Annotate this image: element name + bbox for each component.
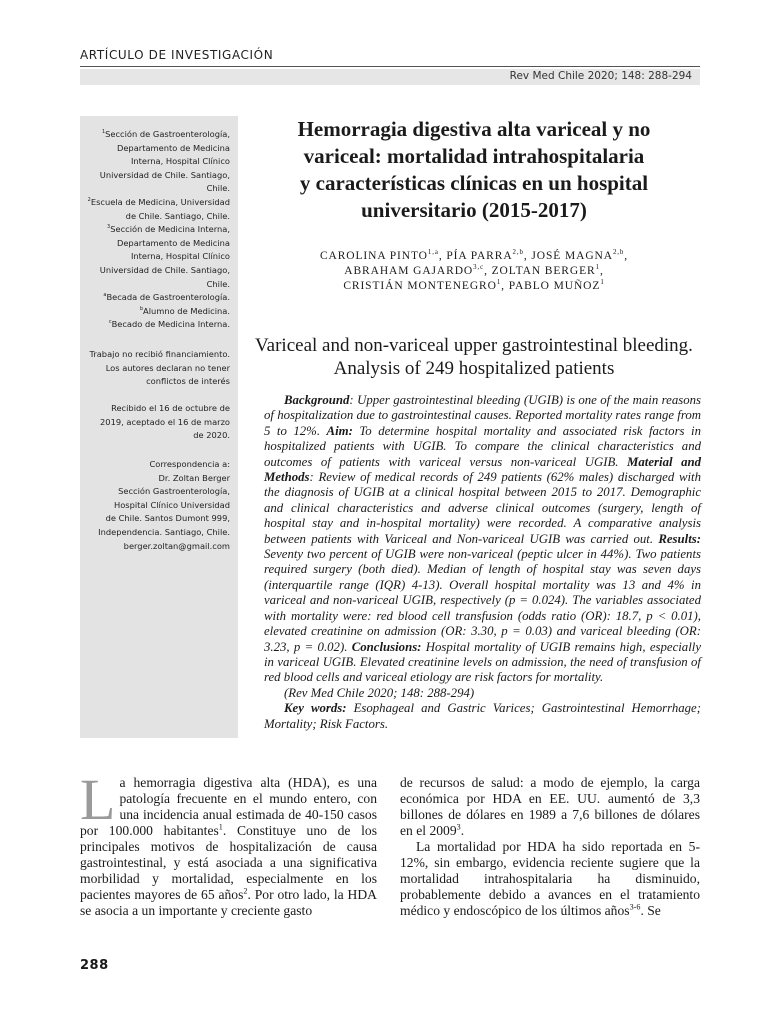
title-line: universitario (2015-2017)	[361, 198, 587, 222]
affil-line: Interna, Hospital Clínico	[130, 251, 230, 262]
affil-line: Chile.	[206, 278, 230, 289]
keywords-label: Key words:	[284, 701, 347, 716]
header-rule	[80, 66, 700, 67]
funding-note	[89, 348, 230, 389]
intro-paragraph: La hemorragia digestiva alta (HDA), es una patología frecuente en el mundo entero, con una incidencia anual estimada de 40-150 casos por 100.000 habitantes$^1$. Constituye uno de los principales motivos de hospitalización de causa gastrointestinal, y está asociada a una significativa morbilidad y mortalidad, especialmente en los pacientes mayores de 65 años$^2$. Por otro lado, la HDA se asocia a un importante y creciente gasto	[80, 767, 377, 918]
body-paragraph: La mortalidad por HDA ha sido reportada en 5-12%, sin embargo, evidencia reciente sugiere que la mortalidad intrahospitalaria ha disminuido, probablemente debido a avances en el tratamiento médico y endoscópico de los últimos años$^{3-6}$. Se	[400, 839, 700, 918]
body-paragraph: de recursos de salud: a modo de ejemplo, la carga económica por HDA en EE. UU. aumentó de 3,3 billones de dólares en 1989 a 7,6 billones de dólares en el 2009$^3$.	[400, 775, 700, 838]
title-line: variceal: mortalidad intrahospitalaria	[303, 144, 645, 168]
journal-citation: Rev Med Chile 2020; 148: 288-294	[509, 70, 692, 82]
funding-line: Trabajo no recibió financiamiento.	[89, 349, 230, 359]
affil-line: de Chile. Santiago, Chile.	[125, 210, 230, 221]
affil-line: $^b$Alumno de Medicina.	[139, 305, 230, 316]
conclusions-label: Conclusions:	[351, 639, 422, 654]
received-dates	[100, 402, 230, 443]
affil-line: Universidad de Chile. Santiago,	[99, 264, 230, 275]
affil-line: $^2$Escuela de Medicina, Universidad	[87, 196, 230, 207]
article-title	[250, 116, 698, 224]
author-line: CRISTIÁN MONTENEGRO$^1$, PABLO MUÑOZ$^1$	[343, 279, 605, 292]
abstract	[264, 393, 701, 732]
aim-label: Aim:	[326, 423, 353, 438]
correspondence	[98, 458, 230, 553]
affil-line: Departamento de Medicina	[116, 237, 230, 248]
citation-bar	[80, 69, 700, 85]
received-line: de 2020.	[193, 430, 230, 441]
drop-cap: L	[80, 767, 116, 832]
body-column-1	[80, 767, 377, 919]
page-number: 288	[80, 958, 109, 973]
correspondence-line: Sección Gastroenterología,	[118, 486, 230, 497]
methods-label: Material and Methods	[264, 454, 701, 485]
abstract-paragraph: Background: Upper gastrointestinal bleeding (UGIB) is one of the main reasons of hospitalization due to gastrointestinal causes. Reported mortality rates range from 5 to 12%. Aim: To determine hospital mortality and associated risk factors in hospitalized patients with UGIB. To compare the clinical characteristics and outcomes of patients with variceal versus non-variceal UGIB. Material and Methods: Review of medical records of 249 patients (62% males) discharged with the diagnosis of UGIB at a clinical hospital between 2015 to 2017. Demographic and clinical characteristics and adverse clinical outcomes (surgery, length of hospital stay and in-hospital mortality) were recorded. A comparative analysis between patients with Variceal and Non-variceal UGIB was carried out. Results: Seventy two percent of UGIB were non-variceal (peptic ulcer in 44%). Two patients required surgery (both died). Median of length of hospital stay was seven days (interquartile range (IQR) 4-13). Overall hospital mortality was 13 and 4% in variceal and non-variceal UGIB, respectively (p = 0.024). The variables associated with mortality were: red blood cell transfusion (odds ratio (OR): 18.7, p < 0.01), elevated creatinine on admission (OR: 3.30, p = 0.03) and variceal bleeding (OR: 3.23, p = 0.02). Conclusions: Hospital mortality of UGIB remains high, especially in variceal UGIB. Elevated creatinine levels on admission, the need of transfusion of red blood cells and variceal etiology are risk factors for mortality.	[264, 393, 701, 685]
title-line: Hemorragia digestiva alta variceal y no	[297, 117, 651, 141]
author-line: CAROLINA PINTO$^{1,a}$, PÍA PARRA$^{2,b}$, JOSÉ MAGNA$^{2,b}$,	[319, 249, 629, 262]
keywords: Key words: Esophageal and Gastric Varices; Gastrointestinal Hemorrhage; Mortality; Risk Factors.	[264, 701, 701, 731]
correspondence-line: Hospital Clínico Universidad	[113, 499, 230, 510]
affil-line: Universidad de Chile. Santiago,	[99, 169, 230, 180]
funding-line: Los autores declaran no tener	[105, 362, 230, 373]
title-line: y características clínicas en un hospital	[299, 171, 649, 195]
correspondence-line: Dr. Zoltan Berger	[158, 472, 230, 483]
correspondence-line: Independencia. Santiago, Chile.	[98, 526, 230, 537]
results-label: Results:	[658, 531, 701, 546]
funding-line: conflictos de interés	[146, 376, 230, 387]
affil-line: $^3$Sección de Medicina Interna,	[107, 224, 230, 235]
affil-line: $^a$Becada de Gastroenterología.	[103, 292, 230, 303]
author-line: ABRAHAM GAJARDO$^{3,c}$, ZOLTAN BERGER$^1$,	[344, 264, 604, 277]
affil-line: Interna, Hospital Clínico	[130, 156, 230, 167]
background-label: Background	[284, 393, 350, 407]
body-column-2	[400, 775, 700, 919]
section-label: ARTÍCULO DE INVESTIGACIÓN	[80, 48, 274, 62]
affiliations	[88, 128, 230, 332]
correspondence-line: de Chile. Santos Dumont 999,	[105, 513, 230, 524]
affil-line: $^1$Sección de Gastroenterología,	[101, 129, 230, 139]
correspondence-line: Correspondencia a:	[149, 459, 230, 469]
sidebar	[80, 116, 238, 738]
affil-line: Departamento de Medicina	[116, 142, 230, 153]
author-list	[250, 249, 698, 294]
abstract-citation: (Rev Med Chile 2020; 148: 288-294)	[284, 685, 475, 700]
correspondence-email[interactable]: berger.zoltan@gmail.com	[123, 540, 230, 551]
affil-line: $^c$Becado de Medicina Interna.	[108, 319, 230, 330]
received-line: 2019, aceptado el 16 de marzo	[100, 416, 230, 427]
affil-line: Chile.	[206, 183, 230, 194]
received-line: Recibido el 16 de octubre de	[111, 403, 230, 413]
english-title: Variceal and non-variceal upper gastrointestinal bleeding. Analysis of 249 hospitalized patients	[255, 335, 693, 379]
